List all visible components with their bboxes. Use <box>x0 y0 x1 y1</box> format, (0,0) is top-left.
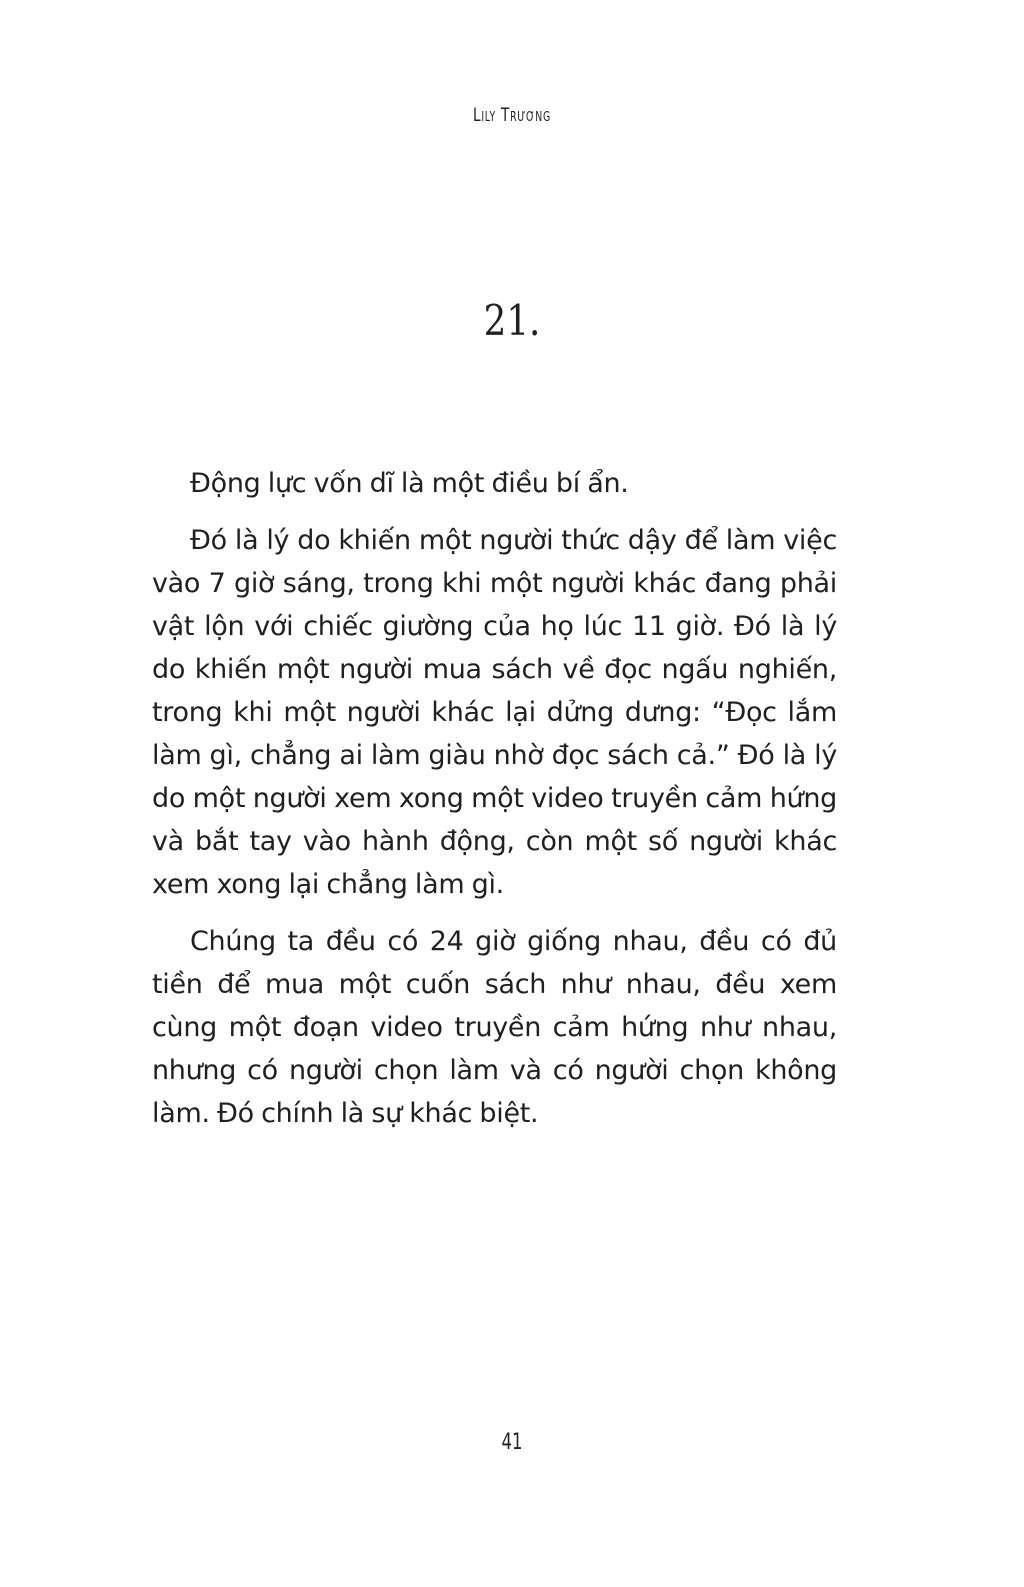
running-header-author: Lily Trương <box>472 104 552 126</box>
body-text <box>152 462 837 1149</box>
paragraph: Chúng ta đều có 24 giờ giống nhau, đều có đủ tiền để mua một cuốn sách như nhau, đều xem cùng một đoạn video truyền cảm hứng như nhau, nhưng có người chọn làm và có người chọn không làm. Đó chính là sự khác biệt. <box>152 926 837 1129</box>
paragraph: Động lực vốn dĩ là một điều bí ẩn. <box>190 468 629 499</box>
page-number: 41 <box>501 1430 523 1455</box>
chapter-number: 21. <box>483 296 541 345</box>
paragraph: Đó là lý do khiến một người thức dậy để làm việc vào 7 giờ sáng, trong khi một người khác đang phải vật lộn với chiếc giường của họ lúc 11 giờ. Đó là lý do khiến một người mua sách về đọc ngấu nghiến, trong khi một người khác lại dửng dưng: “Đọc lắm làm gì, chẳng ai làm giàu nhờ đọc sách cả.” Đó là lý do một người xem xong một video truyền cảm hứng và bắt tay vào hành động, còn một số người khác xem xong lại chẳng làm gì. <box>152 525 837 900</box>
